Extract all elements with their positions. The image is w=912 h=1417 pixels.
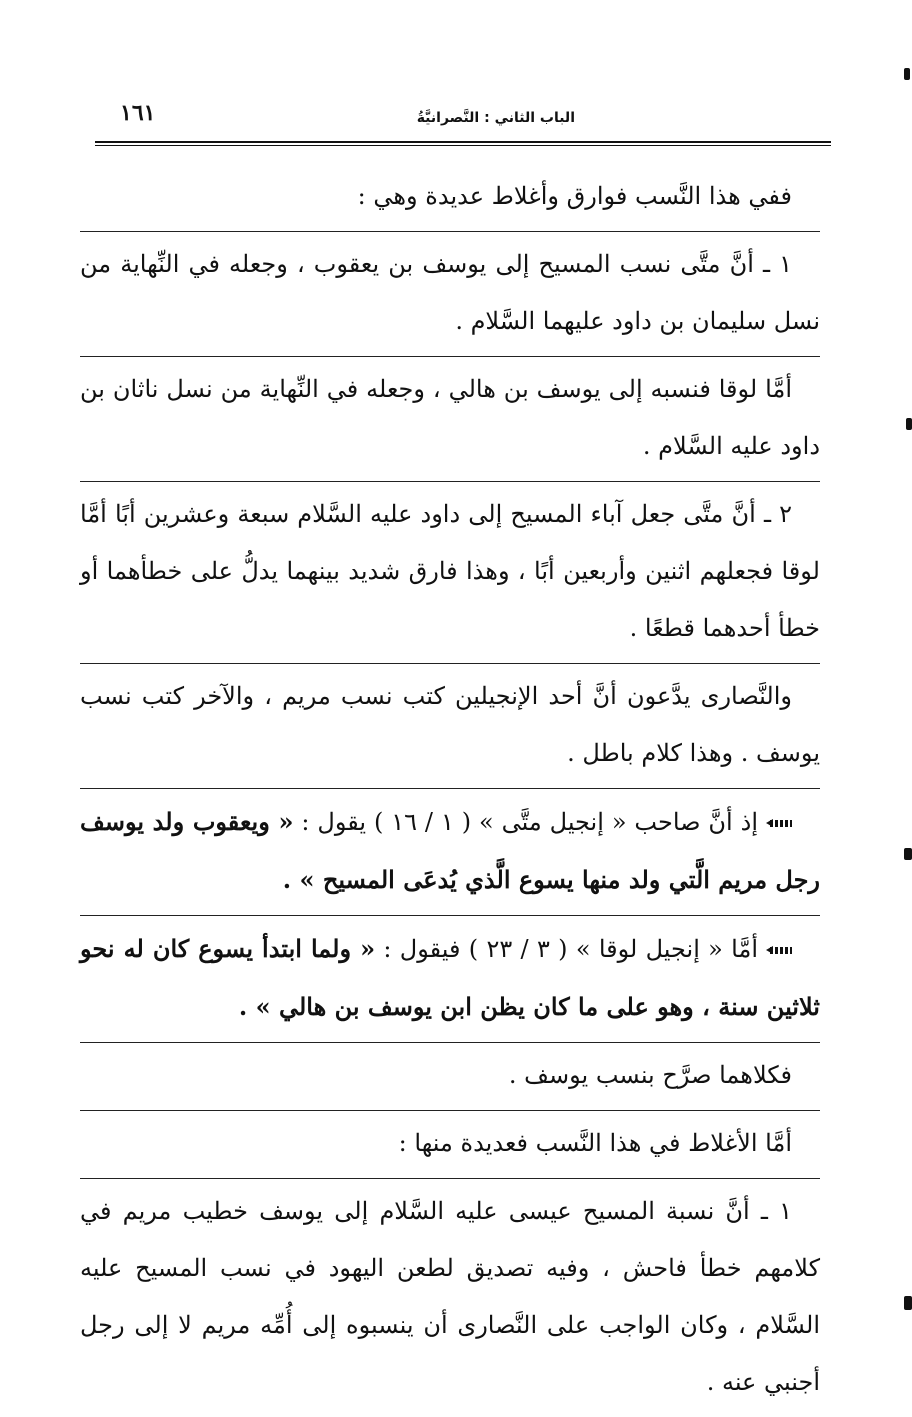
- luke-quote: « ولما ابتدأ يسوع كان له نحو ثلاثين سنة ، وهو على ما كان يظن ابن يوسف بن هالي » .: [80, 934, 820, 1021]
- separator: [80, 1110, 820, 1111]
- paragraph-intro: ففي هذا النَّسب فوارق وأغلاط عديدة وهي :: [357, 182, 792, 210]
- paragraph-point-2: ٢ ـ أنَّ متَّى جعل آباء المسيح إلى داود عليه السَّلام سبعة وعشرين أبًا أمَّا لوقا فجعلهم اثنين وأربعين أبًا ، وهذا فارق شديد بينهما يدلُّ على خطأهما أو خطأ أحدهما قطعًا .: [80, 500, 820, 642]
- paragraph-christians-claim: والنَّصارى يدَّعون أنَّ أحد الإنجيلين كتب نسب مريم ، والآخر كتب نسب يوسف . وهذا كلام باطل .: [80, 682, 820, 767]
- scan-mark: [906, 418, 912, 430]
- separator: [80, 663, 820, 664]
- separator: [80, 788, 820, 789]
- page-body: [80, 168, 820, 1417]
- chapter-title: الباب الثاني : النَّصرانيَّةُ: [416, 110, 575, 126]
- separator: [80, 356, 820, 357]
- luke-intro: أمَّا « إنجيل لوقا » ( ٣ / ٢٣ ) فيقول :: [383, 935, 759, 963]
- paragraph-luke-quote: [80, 920, 820, 1036]
- scan-mark: [904, 1296, 912, 1310]
- paragraph-point-1: ١ ـ أنَّ متَّى نسب المسيح إلى يوسف بن يعقوب ، وجعله في النِّهاية من نسل سليمان بن داود عليهما السَّلام .: [80, 250, 820, 335]
- header-rule: [95, 141, 831, 146]
- matthew-quote: « ويعقوب ولد يوسف رجل مريم الَّتي ولد منها يسوع الَّذي يُدعَى المسيح » .: [80, 807, 820, 894]
- separator: [80, 231, 820, 232]
- paragraph-luke-lineage: أمَّا لوقا فنسبه إلى يوسف بن هالي ، وجعله في النِّهاية من نسل ناثان بن داود عليه السَّلام .: [80, 375, 820, 460]
- separator: [80, 915, 820, 916]
- paragraph-matthew-quote: [80, 793, 820, 909]
- page-number: ١٦١: [120, 100, 156, 126]
- bullet-arrow-icon: [766, 819, 792, 828]
- bullet-arrow-icon: [766, 946, 792, 955]
- matthew-intro: إذ أنَّ صاحب « إنجيل متَّى » ( ١ / ١٦ ) يقول :: [301, 808, 758, 836]
- scan-mark: [904, 68, 910, 80]
- page-header: [95, 100, 830, 140]
- scan-mark: [904, 848, 912, 860]
- paragraph-error-1: ١ ـ أنَّ نسبة المسيح عيسى عليه السَّلام إلى يوسف خطيب مريم في كلامهم خطأ فاحش ، وفيه تصديق لطعن اليهود في نسب المسيح عليه السَّلام ، وكان الواجب على النَّصارى أن ينسبوه إلى أُمِّه مريم لا إلى رجل أجنبي عنه .: [80, 1197, 820, 1396]
- separator: [80, 1178, 820, 1179]
- paragraph-both-joseph: فكلاهما صرَّح بنسب يوسف .: [508, 1061, 792, 1089]
- separator: [80, 481, 820, 482]
- paragraph-errors-intro: أمَّا الأغلاط في هذا النَّسب فعديدة منها :: [398, 1129, 792, 1157]
- separator: [80, 1042, 820, 1043]
